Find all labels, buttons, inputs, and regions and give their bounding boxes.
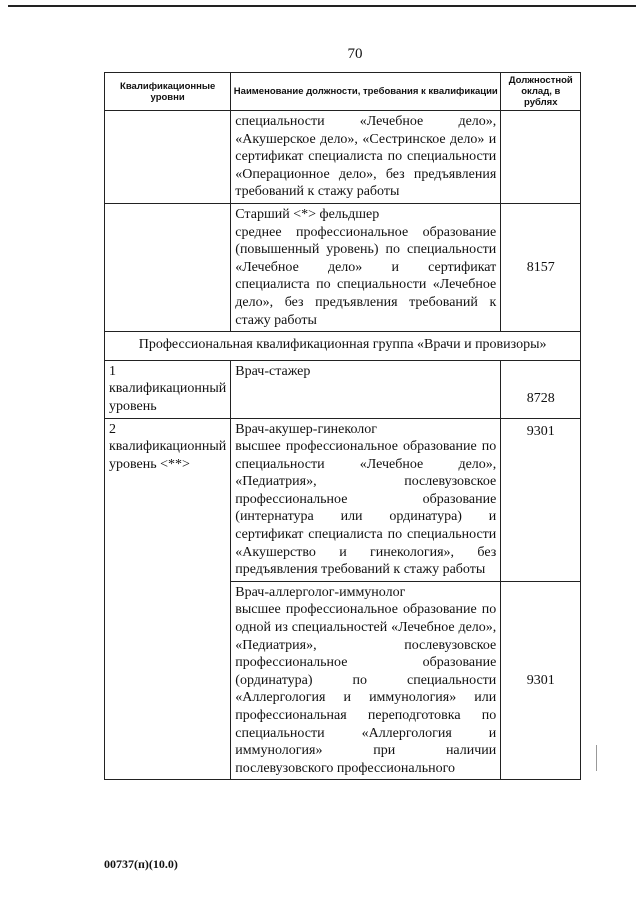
position-cell bbox=[231, 203, 501, 331]
margin-mark bbox=[596, 745, 597, 771]
group-title: Профессиональная квалификационная группа «Врачи и провизоры» bbox=[105, 332, 581, 361]
header-salary: Должностной оклад, в рублях bbox=[501, 73, 581, 111]
salary-value: 9301 bbox=[501, 581, 581, 780]
table-row bbox=[105, 203, 581, 331]
table-header-row bbox=[105, 73, 581, 111]
position-cell bbox=[231, 418, 501, 581]
group-title-row bbox=[105, 332, 581, 361]
table-row bbox=[105, 111, 581, 204]
table-row bbox=[105, 418, 581, 581]
table-row bbox=[105, 360, 581, 418]
top-rule bbox=[8, 5, 636, 7]
document-code: 00737(п)(10.0) bbox=[104, 857, 178, 871]
qualification-table bbox=[104, 72, 581, 780]
position-title: Врач-стажер bbox=[231, 360, 501, 418]
position-requirements: среднее профессиональное образование (повышенный уровень) по специальности «Лечебное дело» и сертификат специалиста по специальности «Лечебное дело», без предъявления требований к стажу работы bbox=[235, 224, 497, 328]
header-position-requirements: Наименование должности, требования к квалификации bbox=[231, 73, 501, 111]
position-cell bbox=[231, 581, 501, 780]
qualification-level: 2 квалификационный уровень <**> bbox=[105, 418, 231, 780]
position-cell bbox=[231, 111, 501, 204]
salary-cell-empty bbox=[501, 111, 581, 204]
level-cell-empty bbox=[105, 203, 231, 331]
header-qualification-levels: Квалификационные уровни bbox=[105, 73, 231, 111]
qualification-level: 1 квалификационный уровень bbox=[105, 360, 231, 418]
position-title: Врач-акушер-гинеколог bbox=[235, 421, 378, 437]
level-cell-empty bbox=[105, 111, 231, 204]
position-continuation-text: специальности «Лечебное дело», «Акушерское дело», «Сестринское дело» и сертификат специалиста по специальности «Операционное дело», без предъявления требований к стажу работы bbox=[235, 114, 497, 200]
position-title: Врач-аллерголог-иммунолог bbox=[235, 584, 406, 600]
position-title: Старший <*> фельдшер bbox=[235, 206, 380, 222]
salary-value: 8157 bbox=[501, 203, 581, 331]
page-number: 70 bbox=[347, 46, 363, 62]
position-requirements: высшее профессиональное образование по специальности «Лечебное дело», «Педиатрия», послевузовское профессиональное образование (интернатура или ординатура) и сертификат специалиста по специальности «Акушерство и гинекология», без предъявления требований к стажу работы bbox=[235, 439, 497, 578]
salary-value: 9301 bbox=[501, 418, 581, 581]
position-requirements: высшее профессиональное образование по одной из специальностей «Лечебное дело», «Педиатрия», послевузовское профессиональное образование (ординатура) по специальности «Аллергология и иммунология» или профессиональная переподготовка по специальности «Аллергология и иммунология» при наличии послевузовского профессионального bbox=[235, 602, 497, 776]
salary-value: 8728 bbox=[501, 360, 581, 418]
